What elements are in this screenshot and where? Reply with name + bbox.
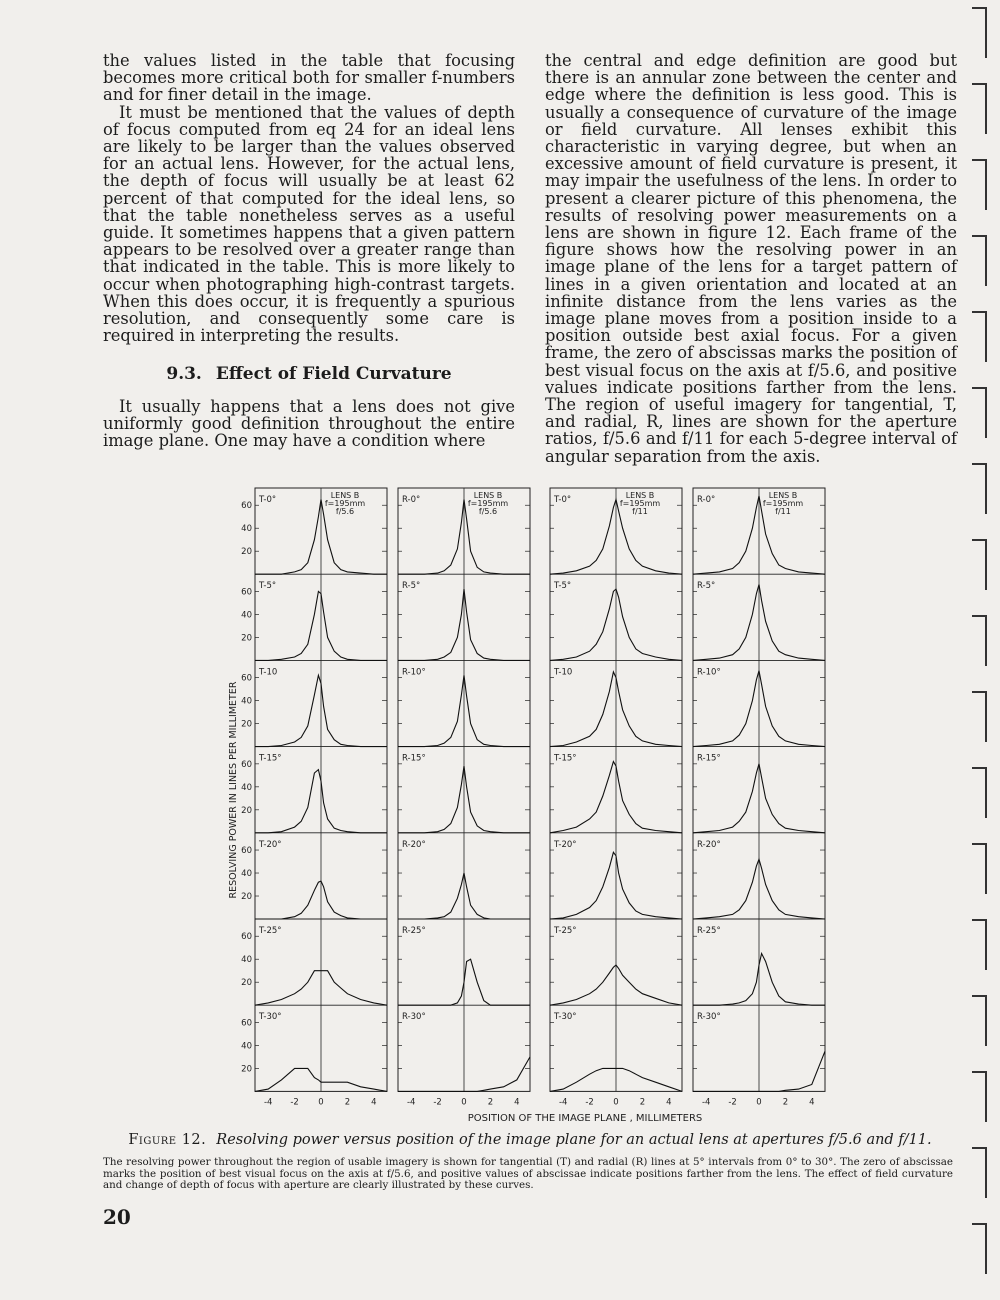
y-tick-label: 60 — [241, 1018, 252, 1029]
y-tick-label: 20 — [241, 805, 252, 816]
y-tick-label: 60 — [241, 501, 252, 512]
x-axis-label: POSITION OF THE IMAGE PLANE , MILLIMETERS — [467, 1113, 703, 1124]
x-tick-label: -2 — [585, 1097, 594, 1108]
x-tick-label: -2 — [433, 1097, 442, 1108]
x-tick-label: 0 — [756, 1097, 762, 1108]
panel-row-label: T-20° — [259, 839, 282, 850]
paragraph: It usually happens that a lens does not give uniformly good definition throughout the entire image plane. One may have a condition where — [103, 396, 515, 451]
binding-hole-mark — [972, 692, 986, 742]
panel-row-label: R-5° — [697, 581, 716, 592]
lens-info-label: LENS B — [768, 491, 798, 500]
lens-info-label: LENS B — [625, 491, 655, 500]
panel-row-label: R-10° — [402, 667, 426, 678]
y-tick-label: 20 — [241, 633, 252, 644]
binding-hole-mark — [972, 160, 986, 210]
panel-row-label: T-0° — [259, 495, 277, 505]
binding-hole-mark — [972, 84, 986, 134]
binding-holes — [970, 0, 1000, 1300]
panel-row-label: T-10 — [259, 667, 278, 678]
x-tick-label: 2 — [639, 1097, 646, 1108]
x-tick-label: -4 — [558, 1097, 568, 1108]
lens-info-label: f/5.6 — [478, 507, 498, 516]
y-tick-label: 60 — [241, 759, 252, 770]
panel-row-label: T-30° — [554, 1012, 577, 1023]
lens-info-label: LENS B — [330, 491, 360, 500]
lens-info-label: f/5.6 — [335, 507, 355, 516]
figure-caption-text: Resolving power versus position of the image plane for an actual lens at apertures f/5.6 and f/11. — [216, 1132, 932, 1148]
y-tick-label: 20 — [241, 978, 252, 989]
binding-hole-mark — [972, 312, 986, 362]
panel-row-label: T-10 — [554, 667, 573, 678]
x-tick-label: 0 — [613, 1097, 619, 1108]
y-tick-label: 60 — [241, 673, 252, 684]
binding-hole-mark — [972, 8, 986, 58]
panel-row-label: R-30° — [697, 1012, 721, 1023]
panel-row-label: T-30° — [259, 1012, 282, 1023]
panel-row-label: R-5° — [402, 581, 421, 592]
y-tick-label: 40 — [241, 696, 252, 707]
x-tick-label: 2 — [344, 1097, 351, 1108]
y-tick-label: 60 — [241, 932, 252, 943]
y-tick-label: 20 — [241, 892, 252, 903]
y-tick-label: 60 — [241, 846, 252, 857]
y-tick-label: 40 — [241, 524, 252, 535]
panel-row-label: R-20° — [697, 839, 721, 850]
panel-row-label: R-25° — [697, 926, 721, 936]
panel-row-label: R-0° — [402, 495, 421, 505]
paragraph: the values listed in the table that focusing becomes more critical both for smaller f-numbers and for finer detail in the image. — [103, 51, 515, 105]
lens-info-label: f/11 — [632, 507, 648, 516]
panel-row-label: R-30° — [402, 1012, 426, 1023]
lens-info-label: f=195mm — [467, 499, 509, 508]
binding-hole-mark — [972, 996, 986, 1046]
panel-row-label: R-20° — [402, 839, 426, 850]
figure-caption — [100, 1132, 960, 1148]
panel-row-label: T-5° — [554, 581, 572, 592]
binding-hole-mark — [972, 616, 986, 666]
chart-panels — [241, 488, 825, 1107]
x-tick-label: -4 — [263, 1097, 273, 1108]
panel-row-label: T-15° — [554, 753, 577, 764]
panel-row-label: R-15° — [402, 753, 426, 764]
y-tick-label: 60 — [241, 587, 252, 598]
x-tick-label: -4 — [406, 1097, 416, 1108]
binding-hole-mark — [972, 1148, 986, 1198]
y-tick-label: 40 — [241, 610, 252, 621]
x-tick-label: 4 — [371, 1097, 377, 1108]
x-tick-label: 4 — [666, 1097, 672, 1108]
x-tick-label: 0 — [461, 1097, 467, 1108]
y-tick-label: 20 — [241, 1064, 252, 1075]
panel-row-label: T-15° — [259, 753, 282, 764]
panel-row-label: R-15° — [697, 753, 721, 764]
panel-row-label: T-25° — [259, 926, 282, 936]
paragraph: It must be mentioned that the values of depth of focus computed from eq 24 for an ideal lens are likely to be larger than the values observed for an actual lens. However, for the actual lens, the depth of focus will usually be at least 62 percent of that computed for the ideal lens, so that the table nonetheless serves as a useful guide. It sometimes happens that a given pattern appears to be resolved over a greater range than that indicated in the table. This is more likely to occur when photographing high-contrast targets. When this does occur, it is frequently a spurious resolution, and consequently some care is required in interpreting the results. — [103, 102, 515, 346]
binding-hole-mark — [972, 844, 986, 894]
x-tick-label: 2 — [487, 1097, 494, 1108]
section-number: 9.3. — [166, 364, 202, 385]
x-tick-label: -2 — [290, 1097, 299, 1108]
binding-hole-mark — [972, 236, 986, 286]
y-tick-label: 20 — [241, 547, 252, 558]
panel-row-label: R-0° — [697, 495, 716, 505]
lens-info-label: f=195mm — [619, 499, 661, 508]
panel-row-label: T-0° — [554, 495, 572, 505]
panel-row-label: T-25° — [554, 926, 577, 936]
binding-hole-mark — [972, 540, 986, 590]
lens-info-label: LENS B — [473, 491, 503, 500]
y-tick-label: 40 — [241, 1041, 252, 1052]
paragraph: the central and edge definition are good but there is an annular zone between the center and edge where the definition is less good. This is usually a consequence of curvature of the image or field curvature. All lenses exhibit this characteristic in varying degree, but when an excessive amount of field curvature is present, it may impair the usefulness of the lens. In order to present a clearer picture of this phenomena, the results of resolving power measurements on a lens are shown in figure 12. Each frame of the figure shows how the resolving power in an image plane of the lens for a target pattern of lines in a given orientation and located at an infinite distance from the lens varies as the image plane moves from a position inside to a position outside best axial focus. For a given frame, the zero of abscissas marks the position of best visual focus on the axis at f/5.6, and positive values indicate positions farther from the lens. The region of useful imagery for tangential, T, and radial, R, lines are shown for the aperture ratios, f/5.6 and f/11 for each 5-degree interval of angular separation from the axis. — [545, 51, 957, 466]
panel-row-label: R-10° — [697, 667, 721, 678]
figure-note: The resolving power throughout the region of usable imagery is shown for tangential (T) and radial (R) lines at 5° intervals from 0° to 30°. The zero of abscissae marks the position of best visual focus on the axis at f/5.6, and positive values of abscissae indicate positions farther from the lens. The effect of field curvature and change of depth of focus with aperture are clearly illustrated by these curves. — [103, 1156, 953, 1191]
binding-hole-mark — [972, 920, 986, 970]
panel-row-label: T-20° — [554, 839, 577, 850]
section-title: Effect of Field Curvature — [215, 364, 452, 385]
figure-label: Figure 12. — [128, 1132, 207, 1148]
x-tick-label: 0 — [318, 1097, 324, 1108]
x-tick-label: -4 — [701, 1097, 711, 1108]
y-axis-label: RESOLVING POWER IN LINES PER MILLIMETER — [228, 681, 239, 899]
page-number: 20 — [103, 1205, 131, 1229]
binding-hole-mark — [972, 388, 986, 438]
lens-info-label: f=195mm — [762, 499, 804, 508]
x-tick-label: 4 — [514, 1097, 520, 1108]
panel-row-label: T-5° — [259, 581, 277, 592]
binding-hole-mark — [972, 1072, 986, 1122]
lens-info-label: f/11 — [775, 507, 791, 516]
y-tick-label: 40 — [241, 782, 252, 793]
x-tick-label: 2 — [782, 1097, 789, 1108]
lens-info-label: f=195mm — [324, 499, 366, 508]
panel-row-label: R-25° — [402, 926, 426, 936]
y-tick-label: 40 — [241, 955, 252, 966]
y-tick-label: 40 — [241, 869, 252, 880]
y-tick-label: 20 — [241, 719, 252, 730]
binding-hole-mark — [972, 464, 986, 514]
x-tick-label: -2 — [728, 1097, 737, 1108]
binding-hole-mark — [972, 1224, 986, 1274]
binding-hole-mark — [972, 768, 986, 818]
x-tick-label: 4 — [809, 1097, 815, 1108]
